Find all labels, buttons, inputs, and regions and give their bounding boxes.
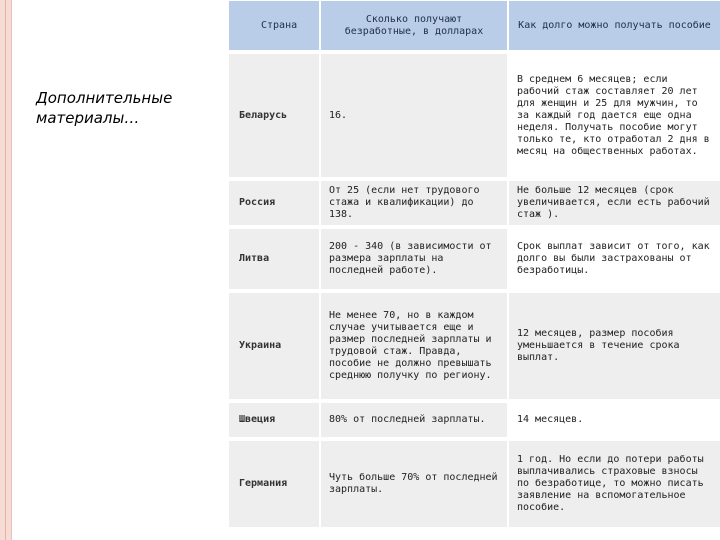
duration-cell: В среднем 6 месяцев; если рабочий стаж составляет 20 лет для женщин и 25 для мужчин, то за каждый год дается еще одна неделя. Получать пособие могут только те, кто отработал 2 дня в месяц на общественных работах. [507, 54, 720, 181]
unemployment-benefits-table [229, 1, 720, 531]
amount-cell: От 25 (если нет трудового стажа и квалификации) до 138. [319, 181, 507, 229]
table-header-row [229, 1, 720, 54]
amount-cell: 80% от последней зарплаты. [319, 403, 507, 441]
table-row [229, 229, 720, 293]
country-cell: Литва [229, 229, 319, 293]
amount-cell: Не менее 70, но в каждом случае учитывается еще и размер последней зарплаты и трудовой стаж. Правда, пособие не должно превышать среднюю получку по региону. [319, 293, 507, 403]
country-cell: Германия [229, 441, 319, 531]
duration-cell: Срок выплат зависит от того, как долго вы были застрахованы от безработицы. [507, 229, 720, 293]
country-cell: Швеция [229, 403, 319, 441]
table-row [229, 54, 720, 181]
header-country: Страна [229, 1, 319, 54]
amount-cell: Чуть больше 70% от последней зарплаты. [319, 441, 507, 531]
duration-cell: 12 месяцев, размер пособия уменьшается в течение срока выплат. [507, 293, 720, 403]
table-row [229, 403, 720, 441]
header-duration: Как долго можно получать пособие [507, 1, 720, 54]
amount-cell: 16. [319, 54, 507, 181]
country-cell: Россия [229, 181, 319, 229]
table-row [229, 441, 720, 531]
duration-cell: 1 год. Но если до потери работы выплачивались страховые взносы по безработице, то можно писать заявление на вспомогательное пособие. [507, 441, 720, 531]
table-row [229, 181, 720, 229]
duration-cell: 14 месяцев. [507, 403, 720, 441]
caption-text: Дополнительные материалы… [36, 89, 173, 127]
table-row [229, 293, 720, 403]
left-decorative-bar [0, 0, 12, 540]
country-cell: Украина [229, 293, 319, 403]
country-cell: Беларусь [229, 54, 319, 181]
duration-cell: Не больше 12 месяцев (срок увеличивается, если есть рабочий стаж ). [507, 181, 720, 229]
header-amount: Сколько получают безработные, в долларах [319, 1, 507, 54]
amount-cell: 200 - 340 (в зависимости от размера зарплаты на последней работе). [319, 229, 507, 293]
